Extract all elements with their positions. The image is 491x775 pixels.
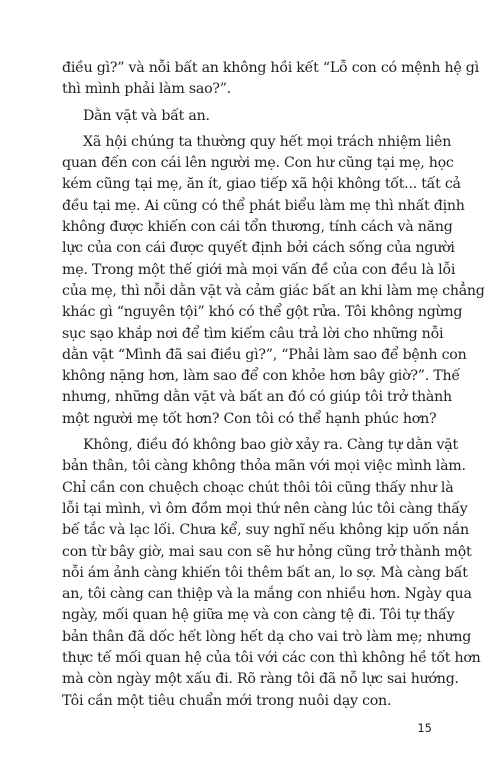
body-text bbox=[62, 58, 485, 712]
text-line: đều tại mẹ. Ai cũng có thể phát biểu làm mẹ thì nhất định bbox=[62, 197, 465, 214]
text-line: Tôi cần một tiêu chuẩn mới trong nuôi dạy con. bbox=[62, 692, 392, 709]
text-line: một người mẹ tốt hơn? Con tôi có thể hạnh phúc hơn? bbox=[62, 410, 437, 427]
text-line: của mẹ, thì nỗi dằn vặt và cảm giác bất an khi làm mẹ chẳng bbox=[62, 282, 485, 299]
text-line: ngày, mối quan hệ giữa mẹ và con càng tệ đi. Tôi tự thấy bbox=[62, 607, 455, 624]
text-line: nhưng, những dằn vặt và bất an đó có giúp tôi trở thành bbox=[62, 389, 452, 406]
text-line: khác gì “nguyên tội” khó có thể gột rửa. Tôi không ngừng bbox=[62, 304, 463, 321]
text-line: không được khiến con cái tổn thương, tính cách và năng bbox=[62, 219, 453, 236]
text-line: sục sạo khắp nơi để tìm kiếm câu trả lời cho những nỗi bbox=[62, 325, 444, 342]
text-line: con từ bây giờ, mai sau con sẽ hư hỏng cũng trở thành một bbox=[62, 543, 472, 560]
text-line: Chỉ cần con chuệch choạc chút thôi tôi cũng thấy như là bbox=[62, 479, 454, 496]
paragraph-start: Dằn vặt và bất an. bbox=[83, 107, 210, 124]
text-line: lực của con cái được quyết định bởi cách sống của người bbox=[62, 240, 455, 257]
text-line: điều gì?” và nỗi bất an không hồi kết “Lỗ con có mệnh hệ gì bbox=[62, 60, 479, 76]
text-line: thì mình phải làm sao?”. bbox=[62, 81, 231, 98]
text-line: an, tôi càng can thiệp và la mắng con nhiều hơn. Ngày qua bbox=[62, 586, 472, 603]
text-line: mẹ. Trong một thế giới mà mọi vấn đề của con đều là lỗi bbox=[62, 261, 456, 278]
text-line: bế tắc và lạc lối. Chưa kể, suy nghĩ nếu không kịp uốn nắn bbox=[62, 522, 469, 539]
text-line: bản thân, tôi càng không thỏa mãn với mọi việc mình làm. bbox=[62, 458, 466, 475]
text-line: mà còn ngày một xấu đi. Rõ ràng tôi đã nỗ lực sai hướng. bbox=[62, 671, 459, 688]
text-line: dằn vặt “Mình đã sai điều gì?”, “Phải làm sao để bệnh con bbox=[62, 346, 467, 363]
text-line: không nặng hơn, làm sao để con khỏe hơn bây giờ?”. Thế bbox=[62, 368, 460, 385]
text-line: lỗi tại mình, vì ôm đồm mọi thứ nên càng lúc tôi càng thấy bbox=[62, 500, 468, 517]
text-line: nỗi ám ảnh càng khiến tôi thêm bất an, lo sợ. Mà càng bất bbox=[62, 564, 468, 581]
text-line: kém cũng tại mẹ, ăn ít, giao tiếp xã hội không tốt... tất cả bbox=[62, 176, 461, 193]
text-line: bản thân đã dốc hết lòng hết dạ cho vai trò làm mẹ; nhưng bbox=[62, 628, 472, 645]
paragraph-start: Không, điều đó không bao giờ xảy ra. Càng tự dằn vặt bbox=[83, 437, 458, 454]
paragraph-start: Xã hội chúng ta thường quy hết mọi trách nhiệm liên bbox=[83, 133, 452, 150]
text-line: quan đến con cái lên người mẹ. Con hư cũng tại mẹ, học bbox=[62, 155, 454, 172]
page-number: 15 bbox=[417, 721, 432, 735]
text-line: thực tế mối quan hệ của tôi với các con thì không hề tốt hơn bbox=[62, 650, 481, 667]
